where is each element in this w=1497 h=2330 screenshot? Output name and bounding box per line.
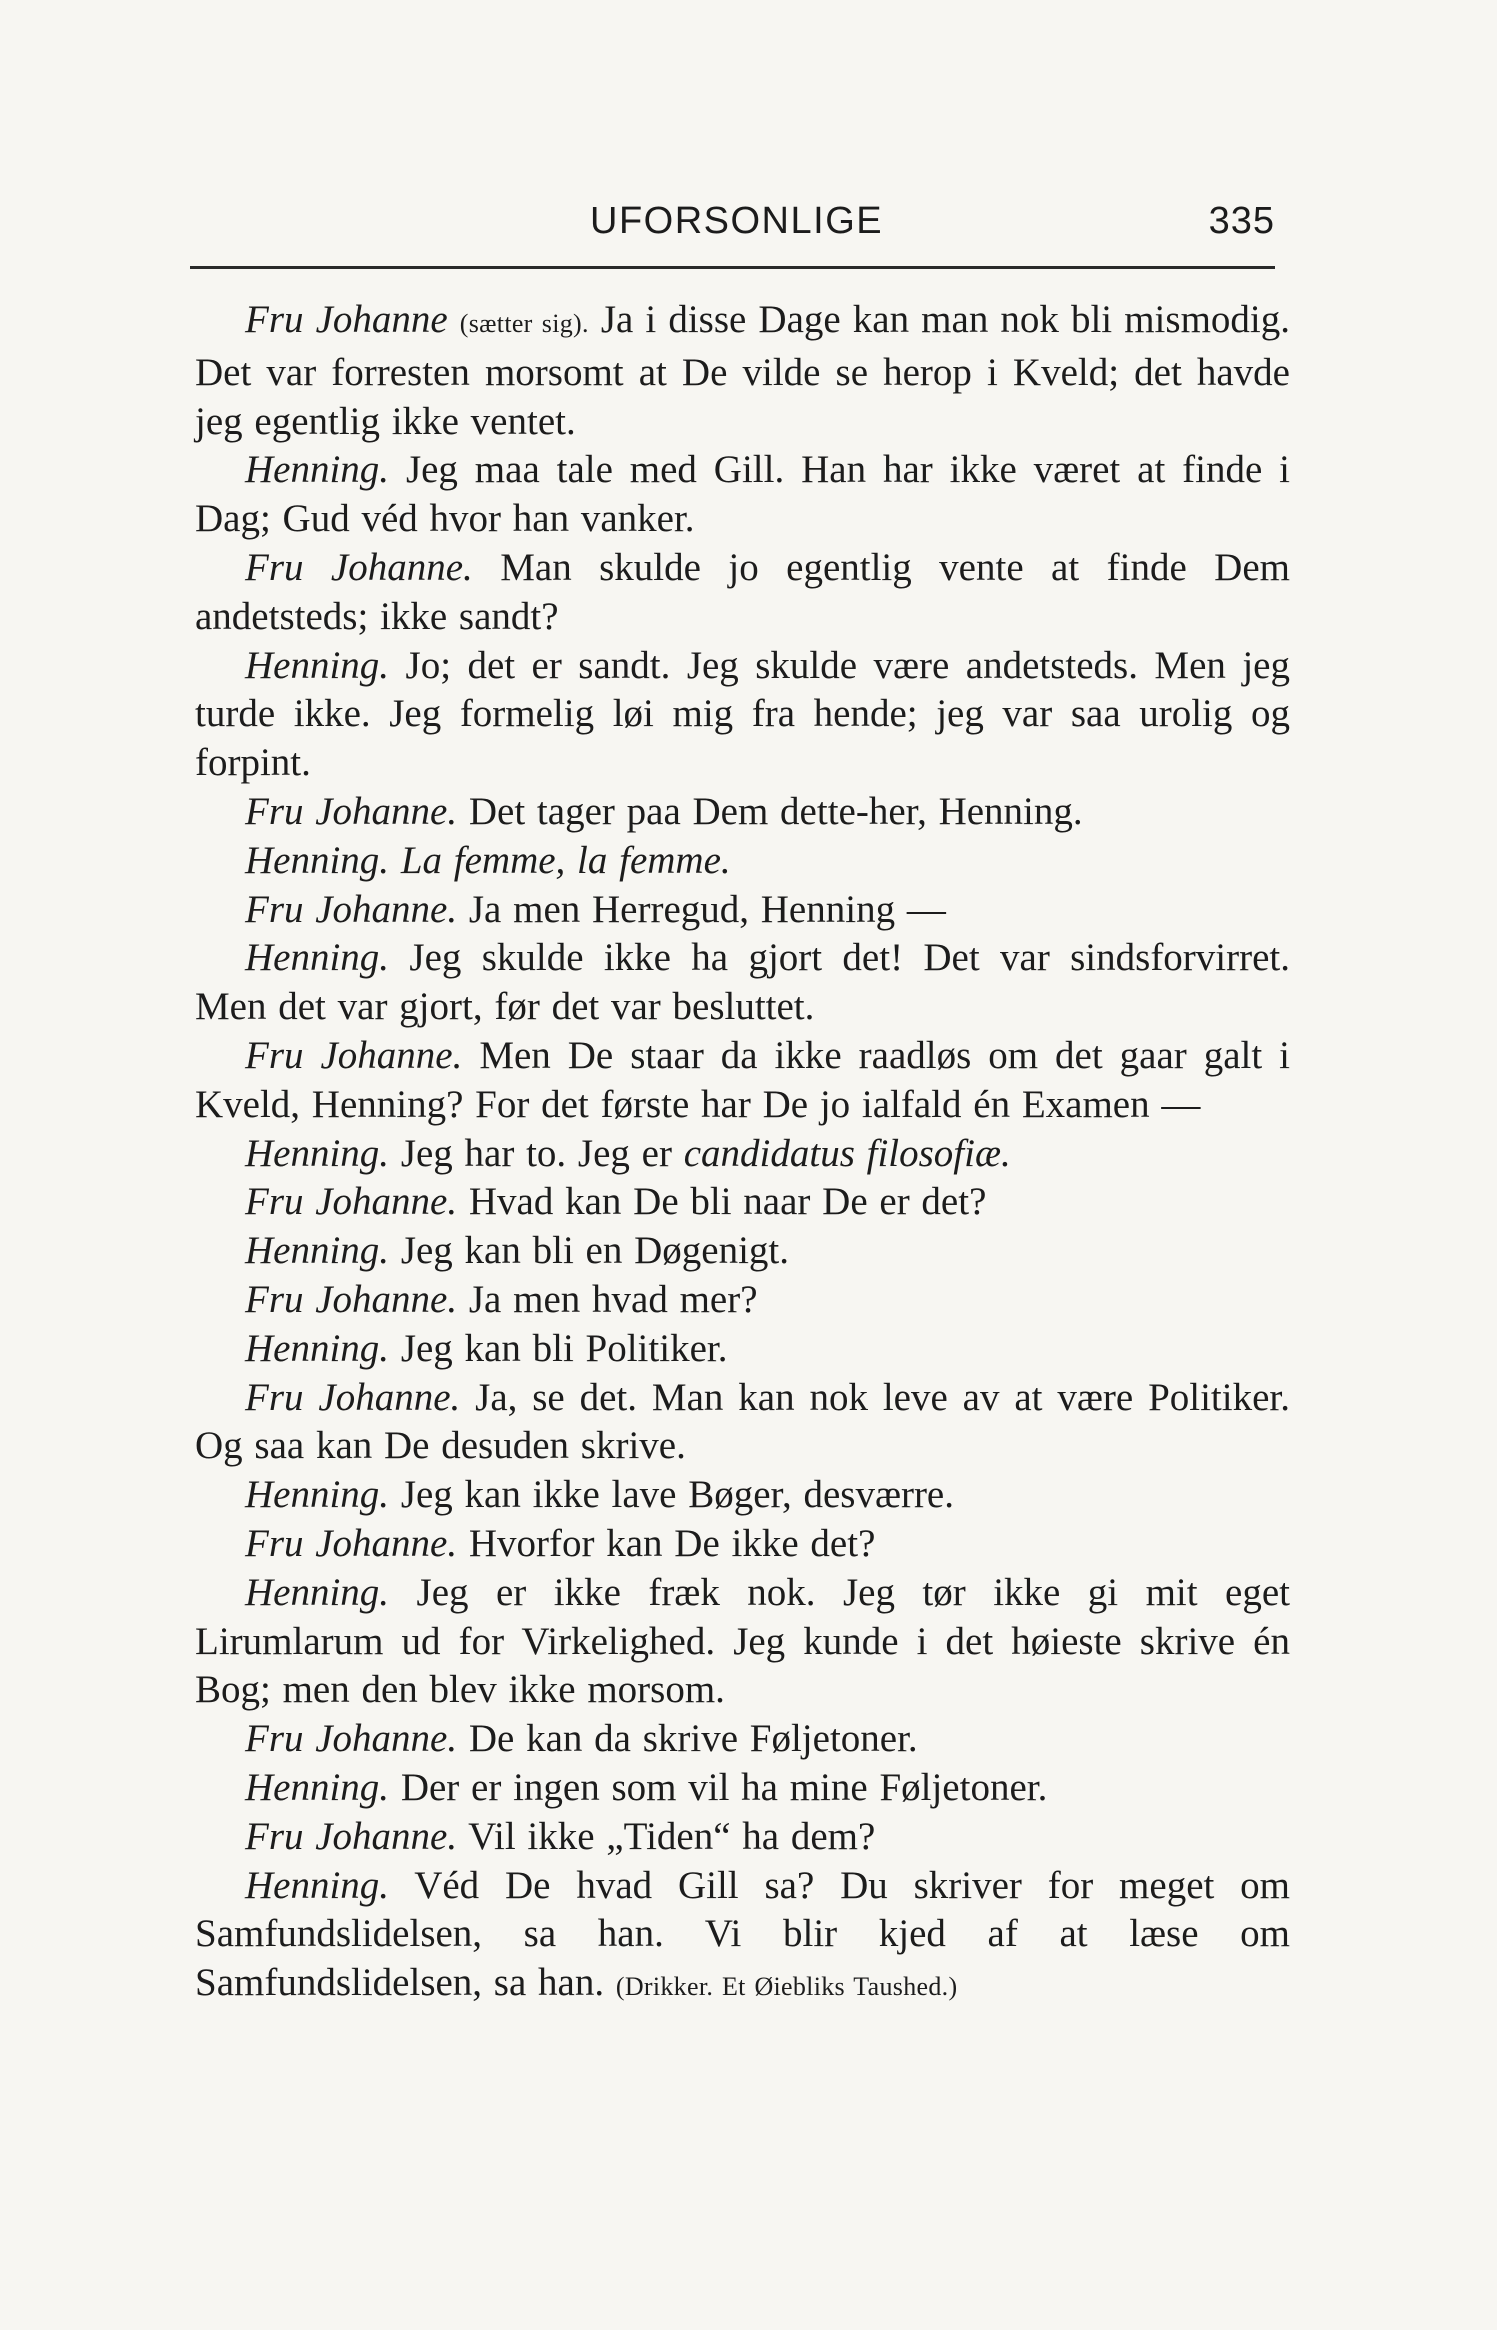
spoken-text: Hvorfor kan De ikke det? <box>468 1521 876 1565</box>
spoken-text: Hvad kan De bli naar De er det? <box>468 1180 987 1224</box>
speaker-name: Fru Johanne. <box>245 1814 458 1858</box>
dialogue-line <box>195 1715 1290 1764</box>
dialogue-line <box>195 1130 1290 1179</box>
dialogue-line <box>195 1276 1290 1325</box>
spoken-text: Jeg kan bli Politiker. <box>400 1326 728 1370</box>
speaker-name: Fru Johanne. <box>245 1717 458 1761</box>
spoken-text: Jo; det er sandt. Jeg skulde være andetsteds. Men jeg turde ikke. Jeg formelig løi mig fra hende; jeg var saa urolig og forpint. <box>195 643 1290 785</box>
dialogue-line <box>195 934 1290 1032</box>
speaker-name: Henning. <box>245 1765 390 1809</box>
spoken-text: Men De staar da ikke raadløs om det gaar galt i Kveld, Henning? For det første har De jo ialfald én Examen — <box>195 1033 1291 1126</box>
speaker-name: Fru Johanne. <box>245 1033 463 1077</box>
dialogue-line <box>195 1813 1290 1862</box>
spoken-text: Jeg kan ikke lave Bøger, desværre. <box>400 1473 954 1517</box>
spoken-text: Det tager paa Dem dette-her, Henning. <box>468 789 1083 833</box>
dialogue-line <box>195 1471 1290 1520</box>
speaker-name: Henning. <box>245 838 390 882</box>
speaker-name: Fru Johanne. <box>245 1180 458 1224</box>
spoken-text: Ja men hvad mer? <box>468 1277 758 1321</box>
italic-text: candidatus filosofiæ. <box>683 1131 1011 1175</box>
speaker-name: Henning. <box>245 1229 390 1273</box>
dialogue-line <box>195 1862 1290 2012</box>
spoken-text: Man skulde jo egentlig vente at finde Dem andetsteds; ikke sandt? <box>195 545 1290 638</box>
spoken-text: Jeg maa tale med Gill. Han har ikke været at finde i Dag; Gud véd hvor han vanker. <box>195 448 1290 541</box>
dialogue-line <box>195 1178 1290 1227</box>
dialogue-text <box>195 296 1290 2012</box>
speaker-name: Fru Johanne. <box>245 789 458 833</box>
dialogue-line <box>195 642 1290 788</box>
dialogue-line <box>195 1227 1290 1276</box>
speaker-name: Henning. <box>245 1473 390 1517</box>
spoken-text: Jeg har to. Jeg er <box>400 1131 672 1175</box>
spoken-text: Vil ikke „Tiden“ ha dem? <box>468 1814 876 1858</box>
speaker-name: Fru Johanne <box>245 298 448 341</box>
speaker-name: Henning. <box>245 643 390 687</box>
spoken-text: Véd De hvad Gill sa? Du skriver for meget om Samfundslidelsen, sa han. Vi blir kjed af at læse om Samfundslidelsen, sa han. <box>195 1863 1291 2005</box>
speaker-name: Fru Johanne. <box>245 1375 461 1419</box>
speaker-name: Fru Johanne. <box>245 887 458 931</box>
speaker-name: Henning. <box>245 936 390 980</box>
spoken-text: Ja, se det. Man kan nok leve av at være Politiker. Og saa kan De desuden skrive. <box>195 1375 1290 1468</box>
speaker-name: Henning. <box>245 1570 390 1614</box>
stage-direction: (sætter sig). <box>459 309 589 338</box>
dialogue-line <box>195 1374 1290 1472</box>
dialogue-line <box>195 1520 1290 1569</box>
spoken-text: Ja men Herregud, Henning — <box>468 887 946 931</box>
dialogue-line <box>195 1032 1290 1130</box>
page-header <box>190 200 1275 269</box>
dialogue-line <box>195 1764 1290 1813</box>
speaker-name: Henning. <box>245 448 390 492</box>
dialogue-line <box>195 1325 1290 1374</box>
spoken-text: Jeg skulde ikke ha gjort det! Det var sindsforvirret. Men det var gjort, før det var besluttet. <box>195 936 1290 1029</box>
speaker-name: Fru Johanne. <box>245 545 473 589</box>
dialogue-line <box>195 788 1290 837</box>
dialogue-line <box>195 837 1290 886</box>
spoken-text: Ja i disse Dage kan man nok bli mismodig. Det var forresten morsomt at De vilde se herop i Kveld; det havde jeg egentlig ikke ventet. <box>195 298 1290 443</box>
spoken-text: De kan da skrive Føljetoner. <box>468 1717 918 1761</box>
stage-direction: (Drikker. Et Øiebliks Taushed.) <box>615 1972 958 2002</box>
spoken-text: Jeg er ikke fræk nok. Jeg tør ikke gi mit eget Lirumlarum ud for Virkelighed. Jeg kunde i det høieste skrive én Bog; men den blev ikke morsom. <box>195 1570 1291 1712</box>
speaker-name: Henning. <box>245 1863 390 1907</box>
dialogue-line <box>195 296 1290 446</box>
dialogue-line <box>195 1569 1290 1715</box>
speaker-name: Henning. <box>245 1326 390 1370</box>
dialogue-line <box>195 446 1290 544</box>
speaker-name: Henning. <box>245 1131 390 1175</box>
dialogue-line <box>195 544 1290 642</box>
spoken-text: Jeg kan bli en Døgenigt. <box>400 1229 789 1273</box>
page-number: 335 <box>1208 200 1275 242</box>
running-title: UFORSONLIGE <box>590 200 884 242</box>
spoken-text: Der er ingen som vil ha mine Føljetoner. <box>400 1765 1048 1809</box>
dialogue-line <box>195 886 1290 935</box>
speaker-name: Fru Johanne. <box>245 1277 458 1321</box>
speaker-name: Fru Johanne. <box>245 1521 458 1565</box>
italic-text: La femme, la femme. <box>400 838 731 882</box>
